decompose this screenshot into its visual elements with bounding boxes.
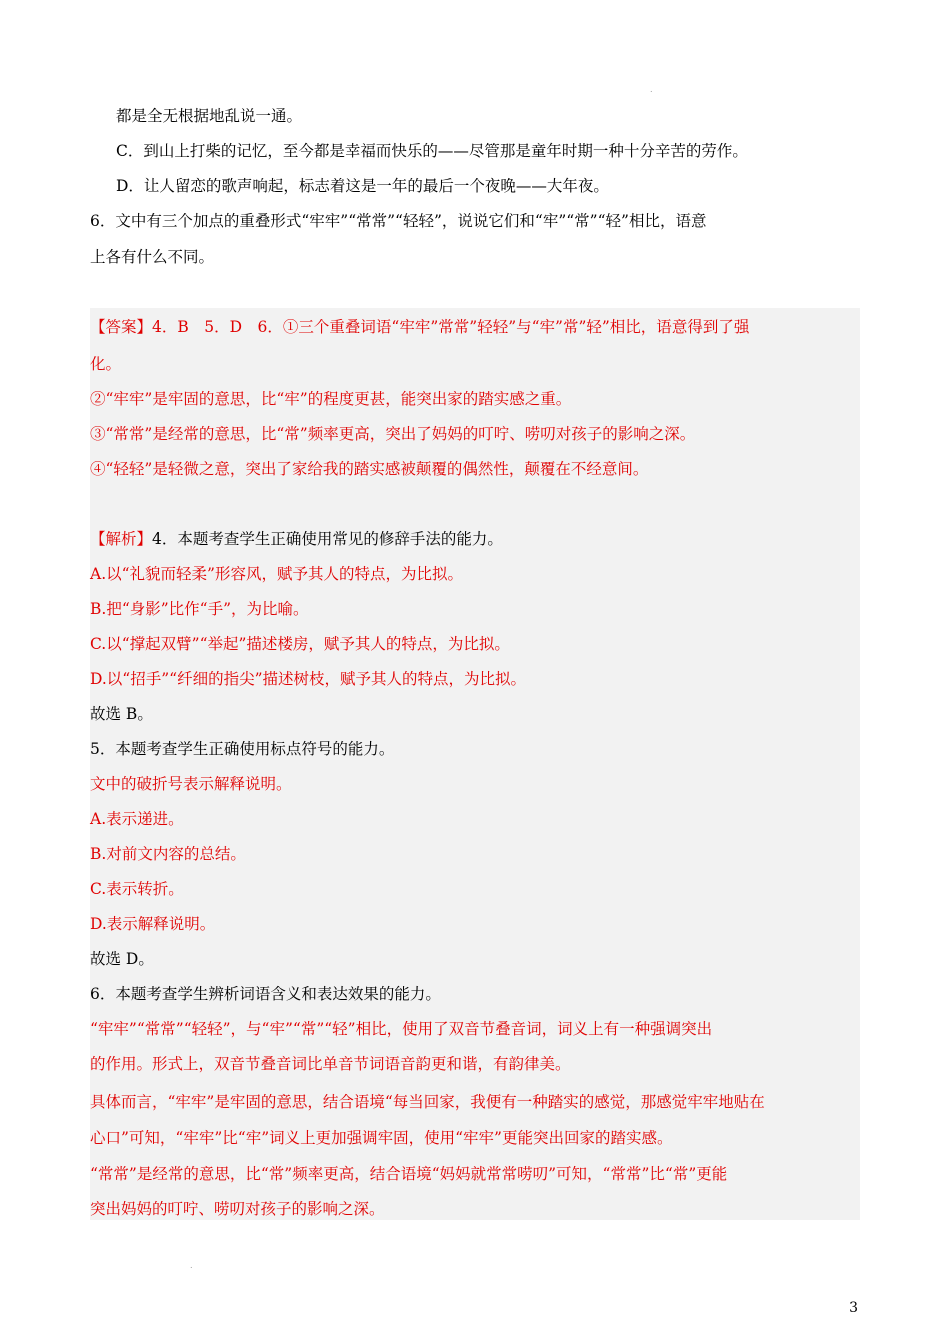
analysis-line-13: 故选 D。 bbox=[90, 950, 154, 968]
analysis-line-19: “常常”是经常的意思，比“常”频率更高，结合语境“妈妈就常常唠叨”可知，“常常”比“常”更能 bbox=[90, 1165, 728, 1183]
analysis-line-12: D.表示解释说明。 bbox=[90, 915, 216, 933]
answer-line-3: ②“牢牢”是牢固的意思，比“牢”的程度更甚，能突出家的踏实感之重。 bbox=[90, 390, 572, 408]
analysis-line-11: C.表示转折。 bbox=[90, 880, 184, 898]
option-d: D．让人留恋的歌声响起，标志着这是一年的最后一个夜晚——大年夜。 bbox=[116, 177, 609, 195]
page-number: 3 bbox=[849, 1300, 858, 1316]
analysis-line-20: 突出妈妈的叮咛、唠叨对孩子的影响之深。 bbox=[90, 1200, 385, 1218]
analysis-line-4: C.以“撑起双臂”“举起”描述楼房，赋予其人的特点，为比拟。 bbox=[90, 635, 510, 653]
answer-line-4: ③“常常”是经常的意思，比“常”频率更高，突出了妈妈的叮咛、唠叨对孩子的影响之深。 bbox=[90, 425, 696, 443]
answer-tag: 【答案】 bbox=[90, 318, 153, 336]
analysis-line-3: B.把“身影”比作“手”，为比喻。 bbox=[90, 600, 309, 618]
analysis-line-14: 6．本题考查学生辨析词语含义和表达效果的能力。 bbox=[90, 985, 441, 1003]
answer-text: 4．B 5．D 6．①三个重叠词语“牢牢”常常”轻轻”与“牢”常”轻”相比，语意得到了强 bbox=[152, 318, 750, 336]
option-b-continuation: 都是全无根据地乱说一通。 bbox=[116, 107, 303, 125]
answer-line-1 bbox=[90, 317, 749, 337]
analysis-line-5: D.以“招手”“纤细的指尖”描述树枝，赋予其人的特点，为比拟。 bbox=[90, 670, 526, 688]
decorative-dot: . bbox=[190, 1261, 193, 1270]
analysis-line-1 bbox=[90, 529, 503, 549]
answer-line-2: 化。 bbox=[90, 355, 122, 373]
option-c: C．到山上打柴的记忆，至今都是幸福而快乐的——尽管那是童年时期一种十分辛苦的劳作。 bbox=[116, 142, 748, 160]
question-6-line-1: 6．文中有三个加点的重叠形式“牢牢”“常常”“轻轻”，说说它们和“牢”“常”“轻”相比，语意 bbox=[90, 212, 707, 230]
analysis-line-6: 故选 B。 bbox=[90, 705, 153, 723]
question-6-line-2: 上各有什么不同。 bbox=[90, 248, 215, 266]
answer-line-5: ④“轻轻”是轻微之意，突出了家给我的踏实感被颠覆的偶然性，颠覆在不经意间。 bbox=[90, 460, 649, 478]
analysis-line-9: A.表示递进。 bbox=[90, 810, 184, 828]
analysis-line-17: 具体而言，“牢牢”是牢固的意思，结合语境“每当回家，我便有一种踏实的感觉，那感觉牢牢地贴在 bbox=[90, 1093, 765, 1111]
analysis-text: 4．本题考查学生正确使用常见的修辞手法的能力。 bbox=[152, 530, 503, 548]
answer-background bbox=[90, 308, 860, 1220]
analysis-tag: 【解析】 bbox=[90, 530, 153, 548]
analysis-line-7: 5．本题考查学生正确使用标点符号的能力。 bbox=[90, 740, 395, 758]
analysis-line-10: B.对前文内容的总结。 bbox=[90, 845, 246, 863]
analysis-line-18: 心口”可知，“牢牢”比“牢”词义上更加强调牢固，使用“牢牢”更能突出回家的踏实感。 bbox=[90, 1129, 673, 1147]
decorative-dot: . bbox=[650, 85, 653, 94]
analysis-line-15: “牢牢”“常常”“轻轻”，与“牢”“常”“轻”相比，使用了双音节叠音词，词义上有一种强调突出 bbox=[90, 1020, 713, 1038]
analysis-line-8: 文中的破折号表示解释说明。 bbox=[90, 775, 292, 793]
analysis-line-16: 的作用。形式上，双音节叠音词比单音节词语音韵更和谐，有韵律美。 bbox=[90, 1055, 571, 1073]
analysis-line-2: A.以“礼貌而轻柔”形容风，赋予其人的特点，为比拟。 bbox=[90, 565, 463, 583]
